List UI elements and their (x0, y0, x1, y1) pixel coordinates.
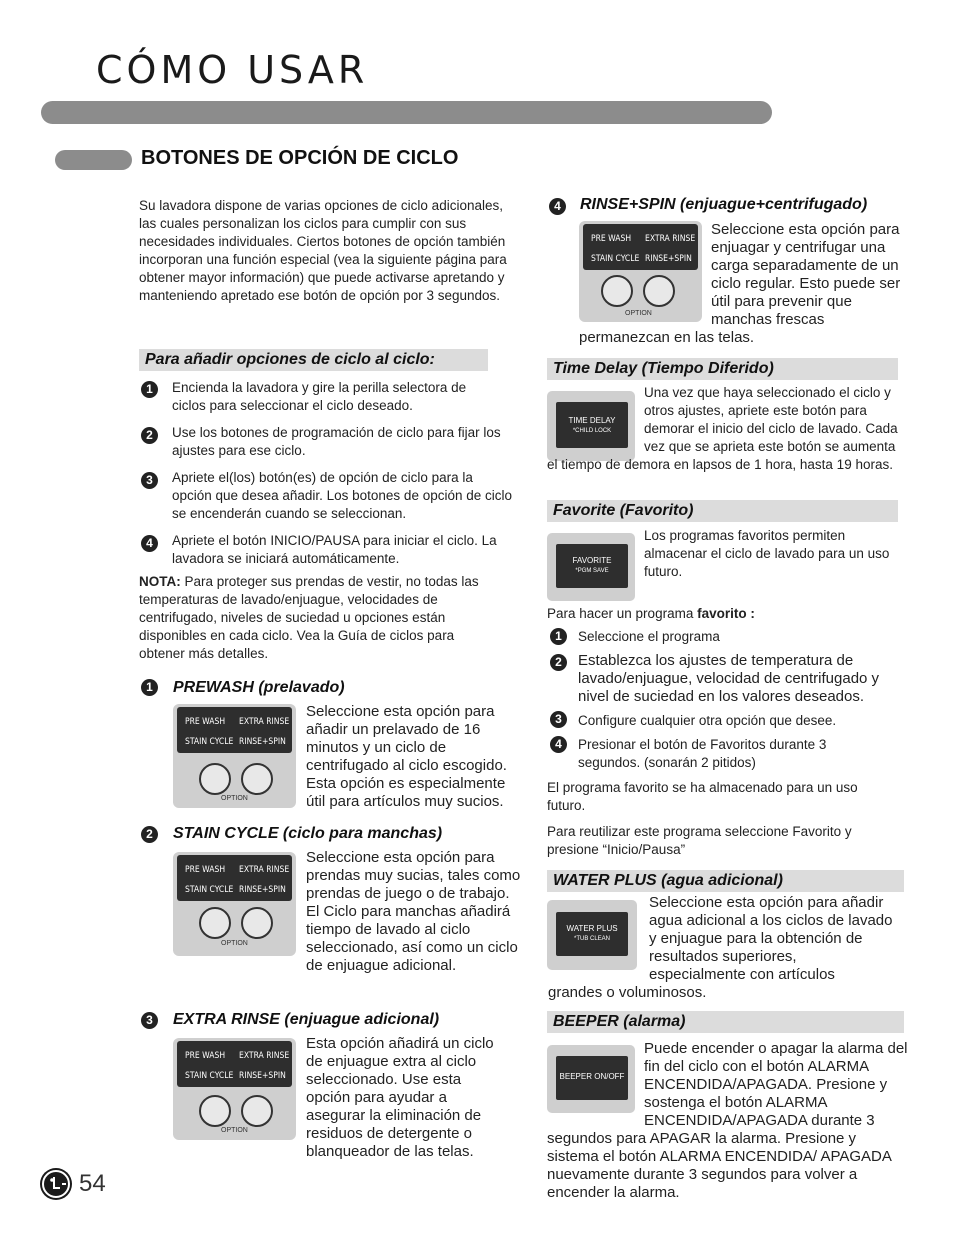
step-number: 3 (550, 711, 567, 728)
option-text: Seleccione esta opción para enjuagar y centrifugar una carga separadamente de un ciclo regular. Esto puede ser útil para prevenir que manchas frescas permanezcan en las telas. (579, 221, 901, 346)
water-plus-header: WATER PLUS (agua adicional) (547, 870, 904, 892)
step-number: 2 (141, 427, 158, 444)
option-button-right[interactable] (241, 763, 273, 795)
step-text: Configure cualquier otra opción que desee. (578, 713, 837, 728)
beeper-text: Puede encender o apagar la alarma del fin del ciclo con el botón ALARMA ENCENDIDA/APAGADA. Presione y sostenga el botón ALARMA ENCENDIDA/APAGADA durante 3 segundos para APAGAR la alarma. Presione y sistema el botón ALARMA ENCENDIDA/ APAGADA nuevamente durante 3 segundos para volver a encender la alarma. (547, 1040, 908, 1201)
time-delay-text: Una vez que haya seleccionado el ciclo y otros ajustes, apriete este botón para demorar el inicio del ciclo de lavado. Cada vez que se aprieta este botón se aumenta el tiempo de demora en lapsos de 1 hora, hasta 19 horas. (547, 385, 898, 472)
option-text: Seleccione esta opción para añadir un prelavado de 16 minutos y un ciclo de centrifugado al ciclo escogido. Esta opción es especialmente útil para artículos muy sucios. (306, 703, 507, 810)
add-options-header: Para añadir opciones de ciclo al ciclo: (139, 349, 488, 371)
option-button-left[interactable] (199, 763, 231, 795)
rinse-spin-label: RINSE+SPIN (239, 737, 286, 747)
option-button-right[interactable] (241, 1095, 273, 1127)
step-text: Use los botones de programación de ciclo para fijar los ajustes para ese ciclo. (172, 425, 501, 458)
option-title: STAIN CYCLE (ciclo para manchas) (173, 825, 443, 842)
header-bar (41, 101, 772, 124)
section-title: BOTONES DE OPCIÓN DE CICLO (141, 147, 459, 169)
option-button-left[interactable] (199, 907, 231, 939)
step-number: 4 (550, 736, 567, 753)
step-text: Encienda la lavadora y gire la perilla selectora de ciclos para seleccionar el ciclo deseado. (172, 380, 467, 413)
intro-text: Su lavadora dispone de varias opciones de ciclo adicionales, las cuales personalizan los ciclos para cumplir con sus necesidades individuales. Ciertos botones de opción también incorporan una función especial (vea la siguiente página para obtener mayor información) que puede activarse apretando y manteniendo apretado ese botón de opción por 3 segundos. (139, 198, 507, 303)
section-pill (55, 150, 132, 170)
option-label: OPTION (221, 795, 248, 802)
option-button-left[interactable] (199, 1095, 231, 1127)
option-number: 2 (141, 826, 158, 843)
rinse-spin-label: RINSE+SPIN (239, 1071, 286, 1081)
control-panel-prewash (173, 704, 296, 808)
option-number: 3 (141, 1012, 158, 1029)
note (139, 573, 499, 663)
favorite-panel (547, 533, 635, 601)
option-label: OPTION (625, 310, 652, 317)
option-title: RINSE+SPIN (enjuague+centrifugado) (580, 196, 868, 213)
favorite-header: Favorite (Favorito) (547, 500, 898, 522)
time-delay-header: Time Delay (Tiempo Diferido) (547, 358, 898, 380)
step-number: 3 (141, 472, 158, 489)
option-button-right[interactable] (241, 907, 273, 939)
extra-rinse-label: EXTRA RINSE (645, 234, 696, 244)
prewash-label: PRE WASH (185, 865, 226, 875)
extra-rinse-label: EXTRA RINSE (239, 717, 290, 727)
beeper-header: BEEPER (alarma) (547, 1011, 904, 1033)
favorite-text: Los programas favoritos permiten almacenar el ciclo de lavado para un uso futuro. (644, 528, 890, 579)
step-text: Apriete el botón INICIO/PAUSA para iniciar el ciclo. La lavadora se iniciará automáticamente. (172, 533, 497, 566)
control-panel-stain (173, 852, 296, 956)
stain-cycle-label: STAIN CYCLE (185, 885, 234, 895)
water-plus-button[interactable]: WATER PLUS *TUB CLEAN (556, 912, 628, 956)
step-number: 2 (550, 654, 567, 671)
note-label: NOTA: (139, 574, 181, 589)
prewash-label: PRE WASH (185, 717, 226, 727)
option-number: 4 (549, 198, 566, 215)
stain-cycle-label: STAIN CYCLE (591, 254, 640, 264)
beeper-button[interactable]: BEEPER ON/OFF (556, 1056, 628, 1100)
favorite-stored: El programa favorito se ha almacenado para un uso futuro. (547, 780, 858, 813)
step-number: 1 (141, 381, 158, 398)
extra-rinse-label: EXTRA RINSE (239, 865, 290, 875)
step-text: Apriete el(los) botón(es) de opción de ciclo para la opción que desea añadir. Los botones de opción de ciclo se encenderán cuando se seleccionan. (172, 470, 513, 521)
option-title: EXTRA RINSE (enjuague adicional) (173, 1011, 440, 1028)
page-title: CÓMO USAR (96, 48, 369, 92)
stain-cycle-label: STAIN CYCLE (185, 1071, 234, 1081)
option-number: 1 (141, 679, 158, 696)
rinse-spin-label: RINSE+SPIN (239, 885, 286, 895)
step-text: Presionar el botón de Favoritos durante 3 segundos. (sonarán 2 pitidos) (578, 737, 827, 770)
water-plus-text: Seleccione esta opción para añadir agua adicional a los ciclos de lavado y enjuague para la obtención de resultados superiores, especialmente con artículos grandes o voluminosos. (548, 894, 893, 1001)
option-text: Seleccione esta opción para prendas muy sucias, tales como prendas de juego o de trabajo. El Ciclo para manchas añadirá tiempo de lavado al ciclo seleccionado, así como un ciclo de enjuague adicional. (306, 849, 521, 974)
control-panel-extra-rinse (173, 1038, 296, 1140)
lg-logo (40, 1168, 72, 1200)
extra-rinse-label: EXTRA RINSE (239, 1051, 290, 1061)
favorite-reuse: Para reutilizar este programa seleccione Favorito y presione “Inicio/Pausa” (547, 824, 852, 857)
stain-cycle-label: STAIN CYCLE (185, 737, 234, 747)
option-title: PREWASH (prelavado) (173, 679, 345, 696)
option-text: Esta opción añadirá un ciclo de enjuague extra al ciclo seleccionado. Use esta opción para ayudar a asegurar la eliminación de residuos de detergente o blanqueador de las telas. (306, 1035, 494, 1160)
note-text: Para proteger sus prendas de vestir, no todas las temperaturas de lavado/enjuague, velocidades de centrifugado, niveles de suciedad u opciones están disponibles en cada ciclo. Vea la Guía de ciclos para obtener más detalles. (139, 574, 479, 661)
rinse-spin-label: RINSE+SPIN (645, 254, 692, 264)
favorite-howto: Para hacer un programa favorito : (547, 606, 755, 621)
step-text: Establezca los ajustes de temperatura de lavado/enjuague, velocidad de centrifugado y nivel de suciedad en los valores deseados. (578, 652, 880, 705)
lg-logo-icon (40, 1168, 72, 1200)
step-number: 1 (550, 628, 567, 645)
favorite-button[interactable]: FAVORITE *PGM SAVE (556, 544, 628, 588)
step-text: Seleccione el programa (578, 629, 720, 644)
time-delay-button[interactable]: TIME DELAY *CHILD LOCK (556, 402, 628, 448)
prewash-label: PRE WASH (185, 1051, 226, 1061)
step-number: 4 (141, 535, 158, 552)
page-number: 54 (79, 1170, 106, 1197)
prewash-label: PRE WASH (591, 234, 632, 244)
option-label: OPTION (221, 1127, 248, 1134)
option-label: OPTION (221, 940, 248, 947)
